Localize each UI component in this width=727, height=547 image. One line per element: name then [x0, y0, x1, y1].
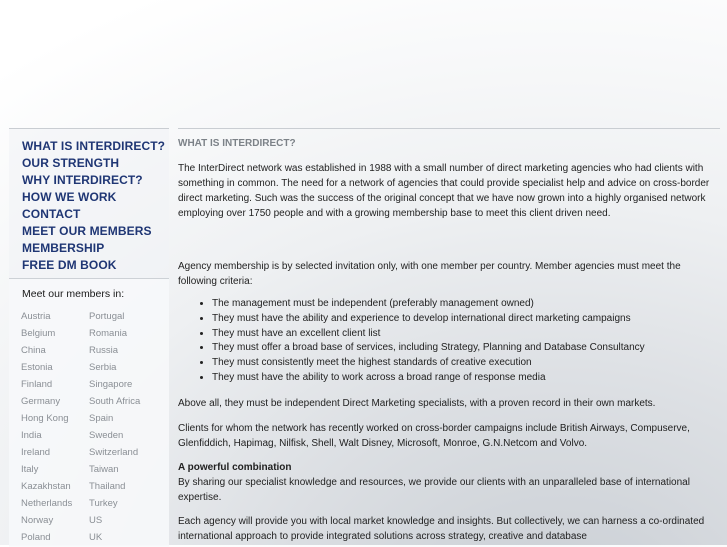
member-country-link[interactable]: Turkey: [89, 498, 118, 509]
criteria-item: • They must offer a broad base of services, including Strategy, Planning and Database Consultancy: [212, 341, 645, 356]
combination-section: [178, 460, 718, 505]
section-heading: A powerful combination: [178, 462, 292, 473]
member-country-link[interactable]: Taiwan: [89, 464, 119, 475]
nav-why-interdirect[interactable]: WHY INTERDIRECT?: [22, 173, 143, 187]
member-country-link[interactable]: Singapore: [89, 379, 133, 390]
member-country-link[interactable]: Hong Kong: [21, 413, 69, 424]
criteria-item: • They must consistently meet the highest standards of creative execution: [212, 356, 645, 371]
nav-meet-our-members[interactable]: MEET OUR MEMBERS: [22, 224, 152, 238]
criteria-item: • They must have an excellent client list: [212, 327, 645, 342]
intro-paragraph: The InterDirect network was established in 1988 with a small number of direct marketing agencies who had clients with something in common. The need for a network of agencies that could provide specialist help and advice on cross-border direct marketing. Such was the success of the original concept that we have now grown into a highly organised network employing over 1750 people and with a growing membership base to meet this client driven need.: [178, 163, 710, 219]
nav-how-we-work[interactable]: HOW WE WORK: [22, 190, 117, 204]
member-country-link[interactable]: Belgium: [21, 328, 56, 339]
member-country-link[interactable]: Netherlands: [21, 498, 73, 509]
sidebar: [9, 128, 169, 546]
member-country-link[interactable]: China: [21, 345, 46, 356]
members-column-1: [21, 308, 72, 546]
membership-paragraph: Agency membership is by selected invitation only, with one member per country. Member agencies must meet the following criteria:: [178, 261, 681, 287]
nav-what-is-interdirect[interactable]: WHAT IS INTERDIRECT?: [22, 139, 166, 153]
nav-free-dm-book[interactable]: FREE DM BOOK: [22, 258, 117, 272]
member-country-link[interactable]: Finland: [21, 379, 53, 390]
member-country-link[interactable]: Poland: [21, 532, 51, 543]
member-country-link[interactable]: Norway: [21, 515, 54, 526]
agency-paragraph: Each agency will provide you with local market knowledge and insights. But collectively, we can harness a co-ordinated international approach to provide integrated solutions across strategy, creative and database: [178, 516, 705, 542]
member-country-link[interactable]: Russia: [89, 345, 119, 356]
combination-paragraph: By sharing our specialist knowledge and resources, we provide our clients with an unparalleled base of international expertise.: [178, 477, 690, 503]
nav-membership[interactable]: MEMBERSHIP: [22, 241, 105, 255]
member-country-link[interactable]: Portugal: [89, 311, 125, 322]
criteria-item: • The management must be independent (preferably management owned): [212, 297, 645, 312]
page-title: WHAT IS INTERDIRECT?: [178, 138, 296, 149]
member-country-link[interactable]: Germany: [21, 396, 61, 407]
nav-our-strength[interactable]: OUR STRENGTH: [22, 156, 120, 170]
clients-paragraph: Clients for whom the network has recently worked on cross-border campaigns include British Airways, Compuserve, Glenfiddich, Hapimag, Nilfisk, Shell, Walt Disney, Microsoft, Monroe, G.N.Netcom and Volvo.: [178, 423, 690, 449]
member-country-link[interactable]: Spain: [89, 413, 114, 424]
member-country-link[interactable]: Italy: [21, 464, 39, 475]
member-country-link[interactable]: Romania: [89, 328, 128, 339]
member-country-link[interactable]: Ireland: [21, 447, 51, 458]
criteria-item: • They must have the ability to work across a broad range of response media: [212, 371, 645, 386]
member-country-link[interactable]: Sweden: [89, 430, 124, 441]
member-country-link[interactable]: Kazakhstan: [21, 481, 71, 492]
member-country-link[interactable]: Switzerland: [89, 447, 139, 458]
member-country-link[interactable]: UK: [89, 532, 103, 543]
member-country-link[interactable]: Estonia: [21, 362, 53, 373]
member-country-link[interactable]: India: [21, 430, 42, 441]
members-panel: [9, 278, 169, 547]
members-title: Meet our members in:: [22, 288, 125, 300]
independence-paragraph: Above all, they must be independent Direct Marketing specialists, with a proven record in their own markets.: [178, 398, 656, 409]
criteria-list: [178, 297, 645, 386]
member-country-link[interactable]: Austria: [21, 311, 51, 322]
nav-contact[interactable]: CONTACT: [22, 207, 81, 221]
main-nav: [9, 129, 169, 274]
members-column-2: [89, 308, 140, 546]
member-country-link[interactable]: Thailand: [89, 481, 126, 492]
member-country-link[interactable]: US: [89, 515, 103, 526]
member-country-link[interactable]: South Africa: [89, 396, 141, 407]
member-country-link[interactable]: Serbia: [89, 362, 117, 373]
header-banner: [0, 0, 727, 128]
criteria-item: • They must have the ability and experience to develop international direct marketing campaigns: [212, 312, 645, 327]
main-content: [178, 128, 720, 546]
